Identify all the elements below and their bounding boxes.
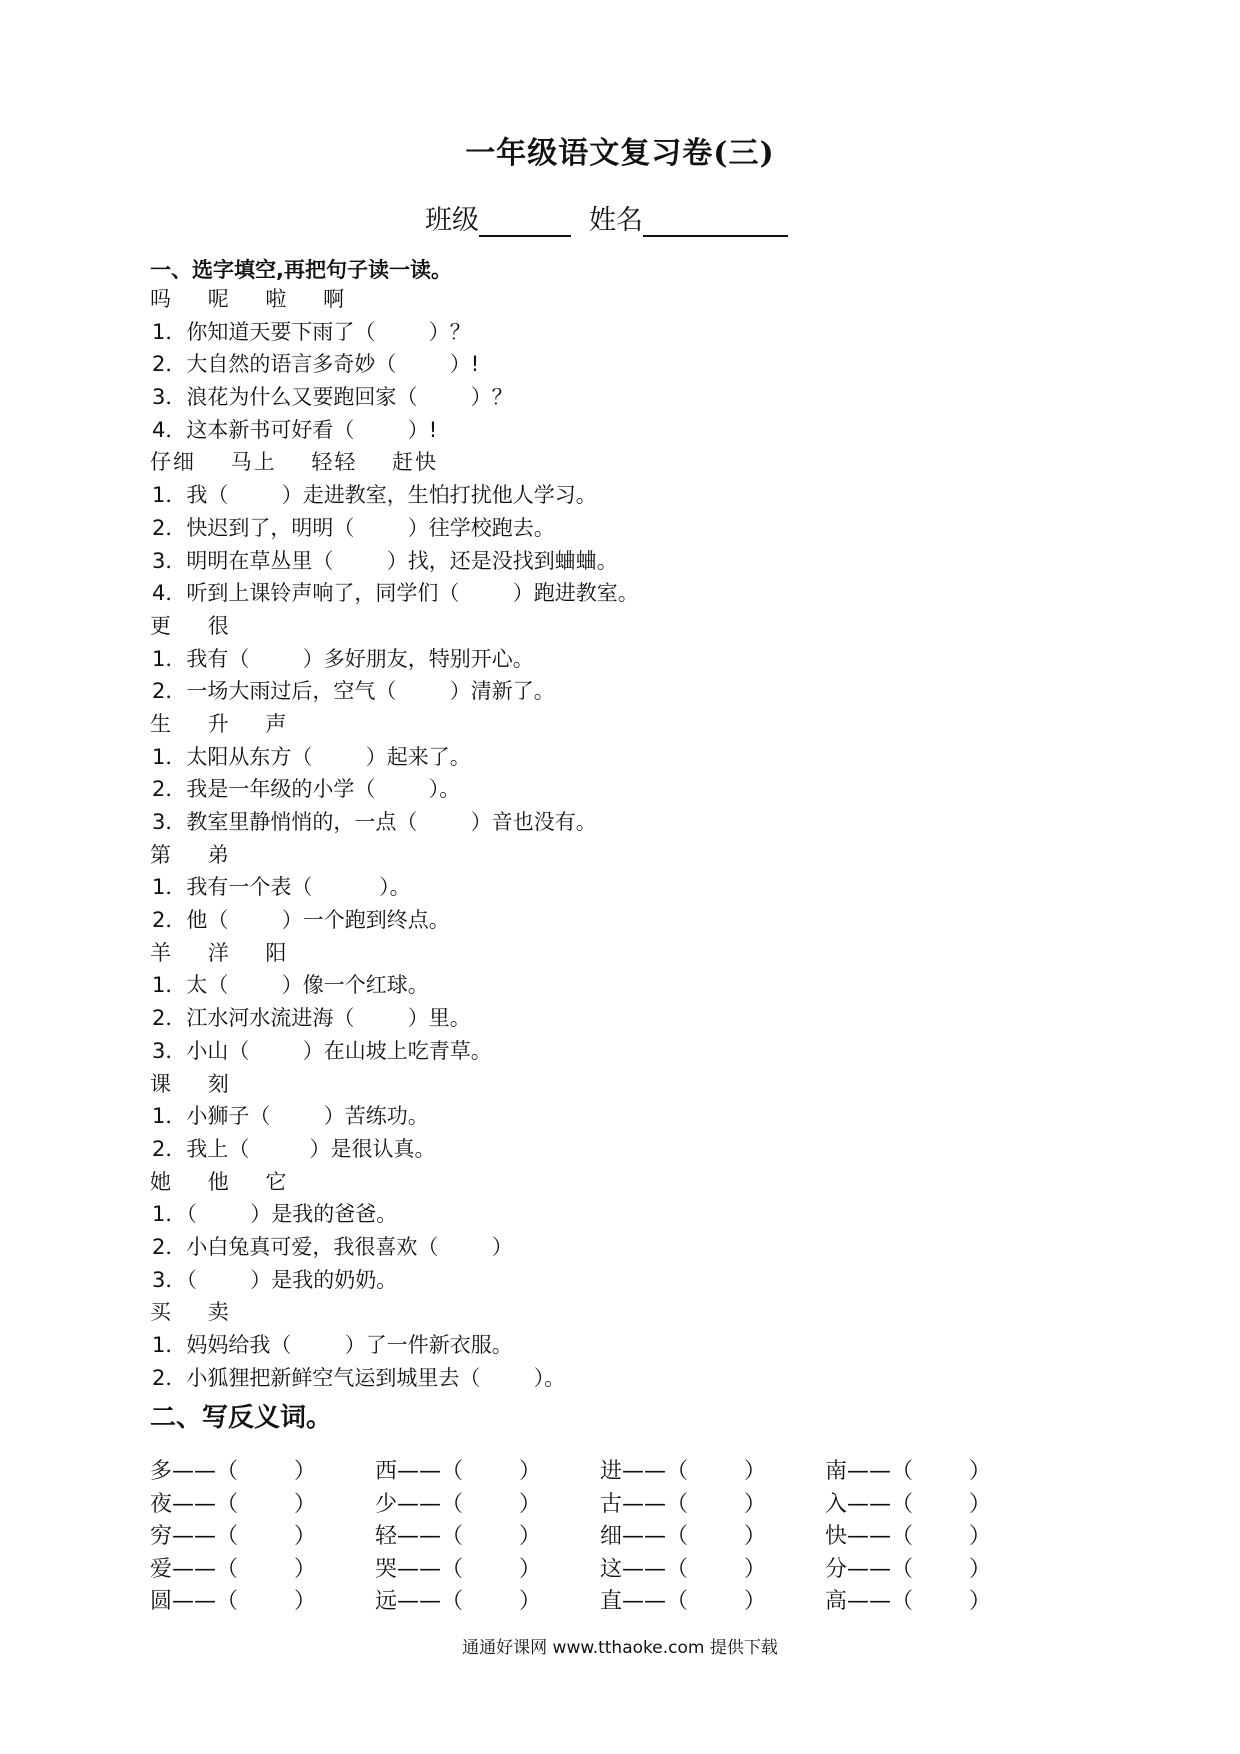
fill-blank-sentence[interactable]: 2．他（ ）一个跑到终点。 [152,908,450,933]
word-choice-row: 她 他 它 [150,1169,289,1194]
antonym-item[interactable]: 入——（ ） [825,1491,991,1517]
antonym-item[interactable]: 南——（ ） [825,1459,991,1484]
student-info [425,198,806,237]
fill-blank-sentence[interactable]: 2．小狐狸把新鲜空气运到城里去（ ）。 [152,1365,566,1390]
fill-blank-sentence[interactable]: 3．教室里静悄悄的，一点（ ）音也没有。 [152,810,597,834]
antonym-item[interactable]: 快——（ ） [825,1524,991,1549]
fill-blank-sentence[interactable]: 2．小白兔真可爱，我很喜欢（ ） [152,1234,513,1259]
class-blank[interactable] [479,209,571,237]
antonym-item[interactable]: 多——（ ） [150,1459,316,1484]
antonym-item[interactable]: 细——（ ） [600,1524,766,1549]
antonym-item[interactable]: 哭——（ ） [375,1556,541,1582]
word-choice-row: 更 很 [150,613,231,638]
name-label: 姓名 [589,205,643,236]
fill-blank-sentence[interactable]: 4．这本新书可好看（ ）! [152,417,438,442]
antonym-item[interactable]: 远——（ ） [375,1589,541,1614]
fill-blank-sentence[interactable]: 1．妈妈给我（ ）了一件新衣服。 [152,1333,513,1357]
fill-blank-sentence[interactable]: 2．江水河水流进海（ ）里。 [152,1006,471,1031]
fill-blank-sentence[interactable]: 2．大自然的语言多奇妙（ ）! [152,352,480,377]
antonym-item[interactable]: 西——（ ） [375,1459,541,1484]
fill-blank-sentence[interactable]: 4．听到上课铃声响了，同学们（ ）跑进教室。 [152,581,639,606]
antonym-item[interactable]: 爱——（ ） [150,1556,316,1582]
page-title: 一年级语文复习卷(三) [465,136,775,171]
antonym-grid [150,1456,1050,1619]
name-blank[interactable] [643,209,788,237]
fill-blank-sentence[interactable]: 2．我是一年级的小学（ ）。 [152,777,461,802]
fill-blank-sentence[interactable]: 1．太阳从东方（ ）起来了。 [152,744,471,769]
antonym-item[interactable]: 高——（ ） [825,1589,991,1614]
word-choice-row: 仔细 马上 轻轻 赶快 [150,450,439,475]
antonym-item[interactable]: 穷——（ ） [150,1524,316,1549]
fill-blank-sentence[interactable]: 2．我上（ ）是很认真。 [152,1136,436,1161]
word-choice-row: 买 卖 [150,1300,231,1325]
fill-blank-sentence[interactable]: 3．明明在草丛里（ ）找，还是没找到蛐蛐。 [152,548,618,573]
antonym-item[interactable]: 进——（ ） [600,1459,766,1484]
fill-blank-sentence[interactable]: 3．小山（ ）在山坡上吃青草。 [152,1038,492,1063]
antonym-item[interactable]: 这——（ ） [600,1556,766,1582]
section2-heading: 二、写反义词。 [150,1403,333,1433]
antonym-item[interactable]: 古——（ ） [600,1491,766,1517]
fill-blank-sentence[interactable]: 1．我有（ ）多好朋友，特别开心。 [152,646,534,671]
fill-blank-sentence[interactable]: 3．浪花为什么又要跑回家（ ）？ [152,385,513,410]
antonym-item[interactable]: 少——（ ） [375,1491,541,1517]
fill-blank-sentence[interactable]: 1．我有一个表（ ）。 [152,875,411,900]
word-choice-row: 课 刻 [150,1071,231,1096]
antonym-item[interactable]: 分——（ ） [825,1556,991,1582]
footer-credit: 通通好课网 www.tthaoke.com 提供下载 [462,1638,778,1658]
fill-blank-sentence[interactable]: 3．（ ）是我的奶奶。 [152,1267,398,1292]
word-choice-row: 吗 呢 啦 啊 [150,287,347,311]
antonym-item[interactable]: 夜——（ ） [150,1491,316,1517]
antonym-item[interactable]: 圆——（ ） [150,1589,316,1614]
section1-heading: 一、选字填空,再把句子读一读。 [150,258,452,282]
antonym-item[interactable]: 轻——（ ） [375,1524,541,1549]
word-choice-row: 羊 洋 阳 [150,940,289,965]
section1-lines [150,283,1150,1394]
fill-blank-sentence[interactable]: 2．一场大雨过后，空气（ ）清新了。 [152,679,555,704]
fill-blank-sentence[interactable]: 1．小狮子（ ）苦练功。 [152,1104,429,1129]
fill-blank-sentence[interactable]: 1．你知道天要下雨了（ ）？ [152,319,471,344]
fill-blank-sentence[interactable]: 2．快迟到了，明明（ ）往学校跑去。 [152,515,555,540]
word-choice-row: 生 升 声 [150,711,289,736]
fill-blank-sentence[interactable]: 1．太（ ）像一个红球。 [152,973,429,998]
class-label: 班级 [425,205,479,236]
fill-blank-sentence[interactable]: 1．我（ ）走进教室，生怕打扰他人学习。 [152,483,597,508]
fill-blank-sentence[interactable]: 1．（ ）是我的爸爸。 [152,1202,398,1227]
word-choice-row: 第 弟 [150,842,231,867]
antonym-item[interactable]: 直——（ ） [600,1589,766,1614]
